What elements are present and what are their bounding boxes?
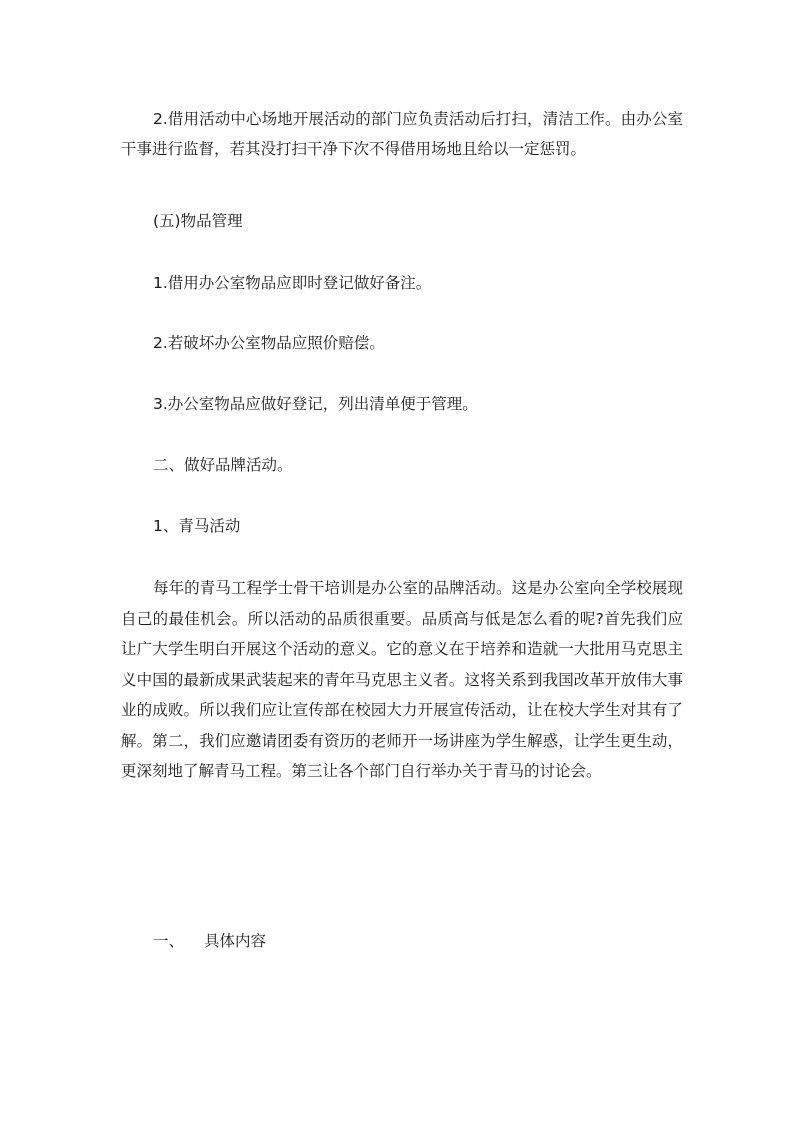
paragraph-venue-cleaning: 2.借用活动中心场地开展活动的部门应负责活动后打扫，清洁工作。由办公室干事进行监督，若其没打扫干净下次不得借用场地且给以一定惩罚。 [121, 110, 683, 158]
section-title: 具体内容 [204, 932, 267, 950]
section-heading-brand-activities: 二、做好品牌活动。 [153, 456, 293, 474]
paragraph-damage-compensation: 2.若破坏办公室物品应照价赔偿。 [153, 334, 385, 352]
section-number: 一、 [153, 932, 185, 950]
paragraph-qingma-description: 每年的青马工程学士骨干培训是办公室的品牌活动。这是办公室向全学校展现自己的最佳机会。所以活动的品质很重要。品质高与低是怎么看的呢?首先我们应让广大学生明白开展这个活动的意义。它的意义在于培养和造就一大批用马克思主义中国的最新成果武装起来的青年马克思主义者。这将关系到我国改革开放伟大事业的成败。所以我们应让宣传部在校园大力开展宣传活动，让在校大学生对其有了解。第二，我们应邀请团委有资历的老师开一场讲座为学生解惑，让学生更生动，更深刻地了解青马工程。第三让各个部门自行举办关于青马的讨论会。 [121, 579, 683, 780]
subheading-qingma-activity: 1、青马活动 [153, 517, 241, 535]
section-heading-item-management: (五)物品管理 [153, 212, 243, 230]
section-heading-specific-content [121, 926, 683, 956]
paragraph-item-registration: 1.借用办公室物品应即时登记做好备注。 [153, 274, 432, 292]
paragraph-item-list: 3.办公室物品应做好登记，列出清单便于管理。 [153, 395, 478, 413]
